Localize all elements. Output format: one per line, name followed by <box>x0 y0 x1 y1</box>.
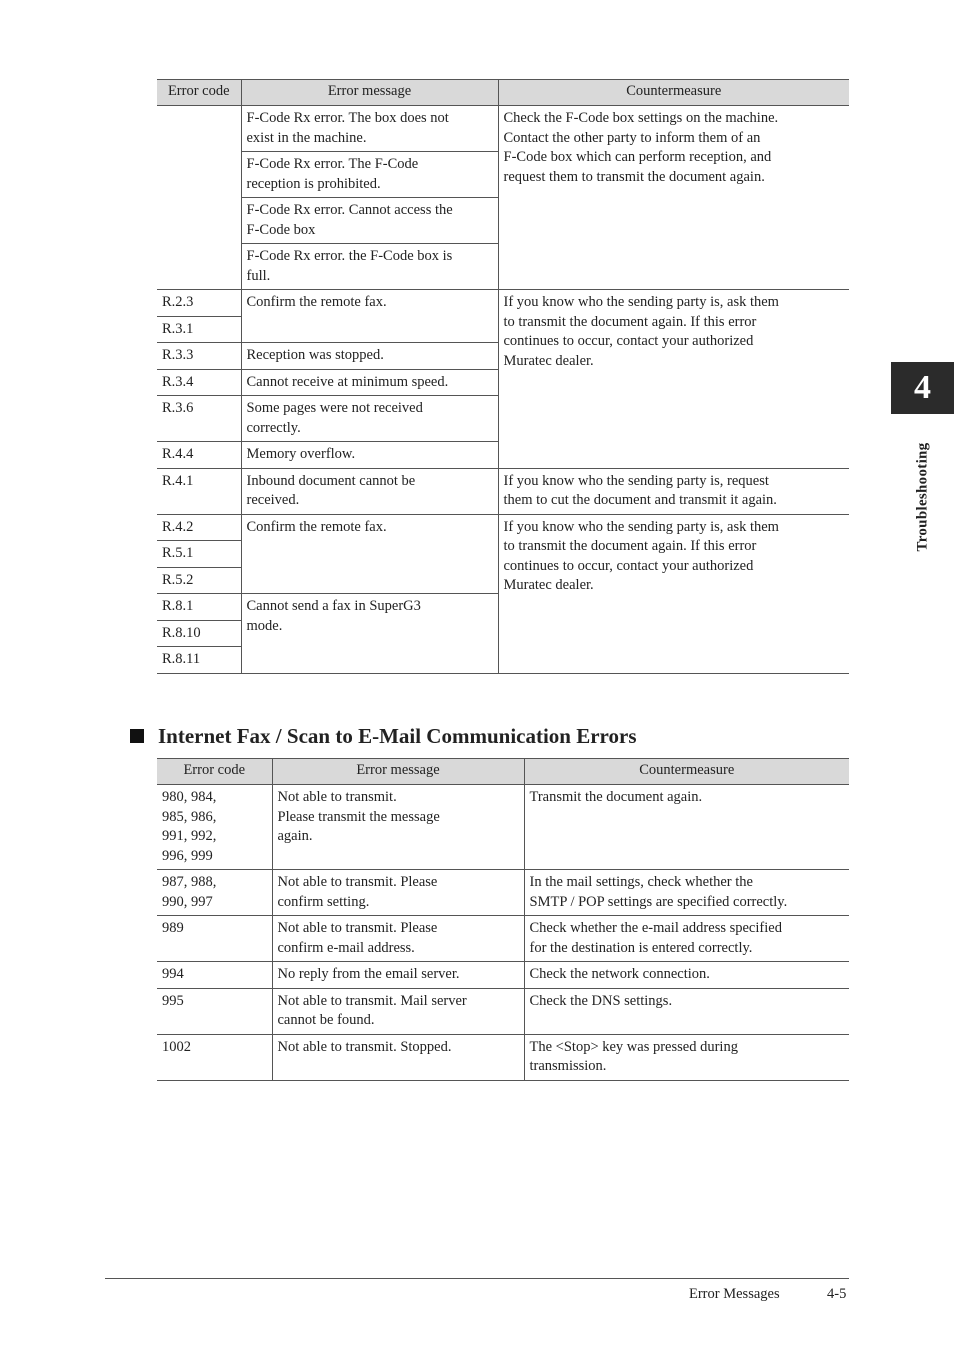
error-code-cell: R.4.2 <box>157 514 241 541</box>
error-code-cell: R.4.4 <box>157 442 241 469</box>
table-row <box>157 106 849 152</box>
table-row <box>157 916 849 962</box>
error-message-cell: No reply from the email server. <box>272 962 524 989</box>
error-message-cell: Inbound document cannot be received. <box>241 468 498 514</box>
table-row <box>157 468 849 514</box>
table-row <box>157 785 849 870</box>
error-code-cell: 987, 988, 990, 997 <box>157 870 272 916</box>
error-message-cell: F-Code Rx error. The F-Code reception is prohibited. <box>241 152 498 198</box>
fax-error-table <box>157 79 849 674</box>
page-number: 4-5 <box>827 1286 847 1302</box>
countermeasure-cell: Check the network connection. <box>524 962 849 989</box>
error-code-cell: R.8.11 <box>157 647 241 674</box>
header-error-message: Error message <box>272 759 524 785</box>
error-code-cell: 989 <box>157 916 272 962</box>
error-code-cell: R.3.6 <box>157 396 241 442</box>
error-message-cell: F-Code Rx error. the F-Code box is full. <box>241 244 498 290</box>
table-row <box>157 290 849 317</box>
error-code-cell: R.4.1 <box>157 468 241 514</box>
countermeasure-cell: Transmit the document again. <box>524 785 849 870</box>
error-message-cell: Not able to transmit. Mail server cannot be found. <box>272 988 524 1034</box>
header-error-code: Error code <box>157 759 272 785</box>
error-message-cell: F-Code Rx error. Cannot access the F-Code box <box>241 198 498 244</box>
error-message-cell: Some pages were not received correctly. <box>241 396 498 442</box>
table-row <box>157 1034 849 1080</box>
error-message-cell: Confirm the remote fax. <box>241 514 498 594</box>
countermeasure-cell: If you know who the sending party is, ask them to transmit the document again. If this error continues to occur, contact your authorized Muratec dealer. <box>498 514 849 673</box>
table-row <box>157 988 849 1034</box>
chapter-tab: 4 <box>891 362 954 414</box>
table-row <box>157 870 849 916</box>
error-code-cell: 994 <box>157 962 272 989</box>
error-message-cell: Confirm the remote fax. <box>241 290 498 343</box>
section-title: Internet Fax / Scan to E-Mail Communication Errors <box>158 724 637 748</box>
square-bullet-icon <box>130 729 144 743</box>
footer-divider <box>105 1278 849 1279</box>
error-message-cell: Cannot send a fax in SuperG3 mode. <box>241 594 498 674</box>
error-code-cell: R.3.1 <box>157 316 241 343</box>
countermeasure-cell: Check the DNS settings. <box>524 988 849 1034</box>
error-message-cell: Cannot receive at minimum speed. <box>241 369 498 396</box>
error-message-cell: Not able to transmit. Please transmit the message again. <box>272 785 524 870</box>
countermeasure-cell: If you know who the sending party is, ask them to transmit the document again. If this error continues to occur, contact your authorized Muratec dealer. <box>498 290 849 469</box>
error-message-cell: Reception was stopped. <box>241 343 498 370</box>
footer-title: Error Messages <box>689 1286 780 1302</box>
chapter-side-label: Troubleshooting <box>914 442 931 552</box>
table-row <box>157 514 849 541</box>
error-message-cell: Not able to transmit. Stopped. <box>272 1034 524 1080</box>
header-countermeasure: Countermeasure <box>498 80 849 106</box>
error-code-cell: R.8.1 <box>157 594 241 621</box>
table-row <box>157 962 849 989</box>
error-code-cell: R.3.3 <box>157 343 241 370</box>
header-countermeasure: Countermeasure <box>524 759 849 785</box>
header-error-code: Error code <box>157 80 241 106</box>
header-error-message: Error message <box>241 80 498 106</box>
error-code-cell: R.3.4 <box>157 369 241 396</box>
error-code-cell: R.5.2 <box>157 567 241 594</box>
countermeasure-cell: In the mail settings, check whether the SMTP / POP settings are specified correctly. <box>524 870 849 916</box>
countermeasure-cell: If you know who the sending party is, request them to cut the document and transmit it again. <box>498 468 849 514</box>
table-header-row <box>157 759 849 785</box>
table-header-row <box>157 80 849 106</box>
error-message-cell: F-Code Rx error. The box does not exist in the machine. <box>241 106 498 152</box>
error-message-cell: Not able to transmit. Please confirm setting. <box>272 870 524 916</box>
error-code-cell: 980, 984, 985, 986, 991, 992, 996, 999 <box>157 785 272 870</box>
error-code-cell: 1002 <box>157 1034 272 1080</box>
countermeasure-cell: Check the F-Code box settings on the machine. Contact the other party to inform them of an F-Code box which can perform reception, and request them to transmit the document again. <box>498 106 849 290</box>
section-heading <box>130 722 637 750</box>
countermeasure-cell: Check whether the e-mail address specified for the destination is entered correctly. <box>524 916 849 962</box>
error-code-cell: R.2.3 <box>157 290 241 317</box>
internet-fax-error-table <box>157 758 849 1081</box>
error-message-cell: Not able to transmit. Please confirm e-mail address. <box>272 916 524 962</box>
error-code-cell: 995 <box>157 988 272 1034</box>
countermeasure-cell: The <Stop> key was pressed during transmission. <box>524 1034 849 1080</box>
error-message-cell: Memory overflow. <box>241 442 498 469</box>
error-code-cell <box>157 106 241 290</box>
error-code-cell: R.5.1 <box>157 541 241 568</box>
error-code-cell: R.8.10 <box>157 620 241 647</box>
